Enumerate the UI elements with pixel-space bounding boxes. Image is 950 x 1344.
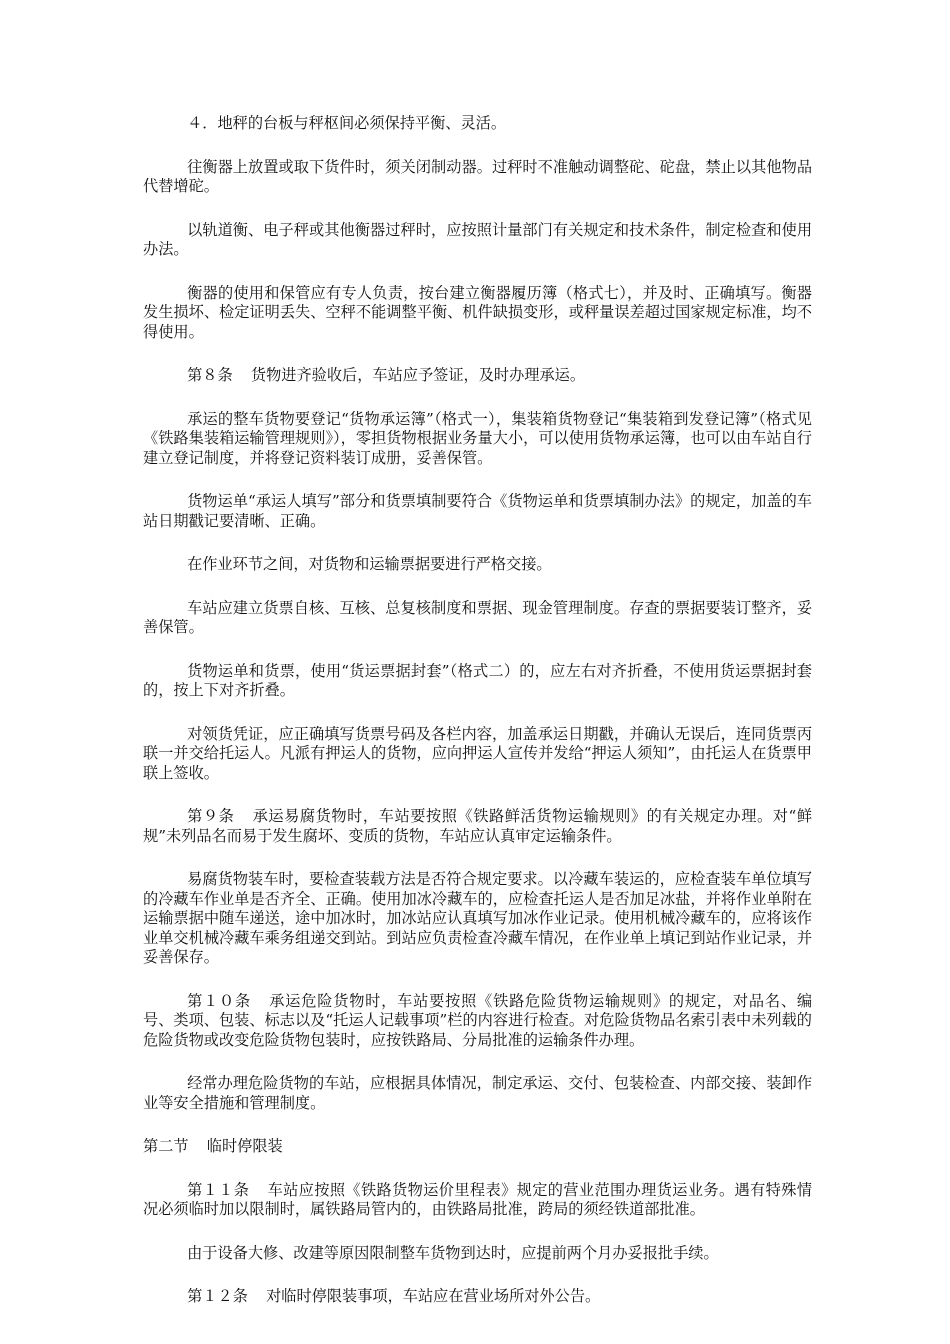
paragraph: 衡器的使用和保管应有专人负责，按台建立衡器履历簿（格式七），并及时、正确填写。衡器发生损坏、检定证明丢失、空秤不能调整平衡、机件缺损变形，或秤量误差超过国家规定标准，均不得使用。 bbox=[143, 283, 812, 341]
paragraph: 往衡器上放置或取下货件时，须关闭制动器。过秤时不准触动调整砣、砣盘，禁止以其他物品代替增砣。 bbox=[143, 157, 812, 195]
paragraph: 以轨道衡、电子秤或其他衡器过秤时，应按照计量部门有关规定和技术条件，制定检查和使用办法。 bbox=[143, 220, 812, 258]
article-number: 第１１条 bbox=[187, 1180, 250, 1199]
paragraph: 承运的整车货物要登记“货物承运簿”（格式一），集装箱货物登记“集装箱到发登记簿”（格式见《铁路集装箱运输管理规则》），零担货物根据业务量大小，可以使用货物承运簿，也可以由车站自行建立登记制度，并将登记资料装订成册，妥善保管。 bbox=[143, 409, 812, 467]
paragraph: 货物运单和货票，使用“货运票据封套”（格式二）的，应左右对齐折叠，不使用货运票据封套的，按上下对齐折叠。 bbox=[143, 661, 812, 699]
article-paragraph: 第１１条 车站应按照《铁路货物运价里程表》规定的营业范围办理货运业务。遇有特殊情况必须临时加以限制时，属铁路局管内的，由铁路局批准，跨局的须经铁道部批准。 bbox=[143, 1180, 813, 1218]
section-heading bbox=[143, 1137, 812, 1157]
paragraph: ４．地秤的台板与秤枢间必须保持平衡、灵活。 bbox=[187, 114, 507, 132]
article-number: 第１０条 bbox=[187, 991, 252, 1010]
section-title: 临时停限装 bbox=[206, 1137, 283, 1155]
paragraph: 由于设备大修、改建等原因限制整车货物到达时，应提前两个月办妥报批手续。 bbox=[187, 1243, 719, 1262]
paragraph: 货物运单“承运人填写”部分和货票填制要符合《货物运单和货票填制办法》的规定，加盖的车站日期戳记要清晰、正确。 bbox=[143, 492, 812, 530]
article-number: 第９条 bbox=[187, 807, 235, 825]
paragraph: 经常办理危险货物的车站，应根据具体情况，制定承运、交付、包装检查、内部交接、装卸作业等安全措施和管理制度。 bbox=[143, 1074, 812, 1112]
paragraph: 易腐货物装车时，要检查装载方法是否符合规定要求。以冷藏车装运的，应检查装车单位填写的冷藏车作业单是否齐全、正确。使用加冰冷藏车的，应检查托运人是否加足冰盐，并将作业单附在运输票据中随车递送，途中加冰时，加冰站应认真填写加冰作业记录。使用机械冷藏车的，应将该作业单交机械冷藏车乘务组递交到站。到站应负责检查冷藏车情况，在作业单上填记到站作业记录，并妥善保存。 bbox=[143, 870, 812, 966]
article-number: 第１２条 bbox=[187, 1287, 248, 1305]
section-number: 第二节 bbox=[143, 1137, 189, 1155]
article-paragraph: 第８条 货物进齐验收后，车站应予签证，及时办理承运。 bbox=[187, 366, 585, 384]
article-number: 第８条 bbox=[187, 366, 233, 384]
article-paragraph: 第９条 承运易腐货物时，车站要按照《铁路鲜活货物运输规则》的有关规定办理。对“鲜规”未列品名而易于发生腐坏、变质的货物，车站应认真审定运输条件。 bbox=[143, 807, 813, 845]
article-paragraph: 第１２条 对临时停限装事项，车站应在营业场所对外公告。 bbox=[187, 1287, 601, 1305]
paragraph: 在作业环节之间，对货物和运输票据要进行严格交接。 bbox=[187, 555, 552, 573]
article-paragraph: 第１０条 承运危险货物时，车站要按照《铁路危险货物运输规则》的规定，对品名、编号、类项、包装、标志以及“托运人记载事项”栏的内容进行检查。对危险货物品名索引表中未列载的危险货物或改变危险货物包装时，应按铁路局、分局批准的运输条件办理。 bbox=[143, 991, 813, 1049]
paragraph: 车站应建立货票自核、互核、总复核制度和票据、现金管理制度。存查的票据要装订整齐，妥善保管。 bbox=[143, 598, 812, 636]
paragraph: 对领货凭证，应正确填写货票号码及各栏内容，加盖承运日期戳，并确认无误后，连同货票丙联一并交给托运人。凡派有押运人的货物，应向押运人宣传并发给“押运人须知”，由托运人在货票甲联上签收。 bbox=[143, 724, 812, 782]
